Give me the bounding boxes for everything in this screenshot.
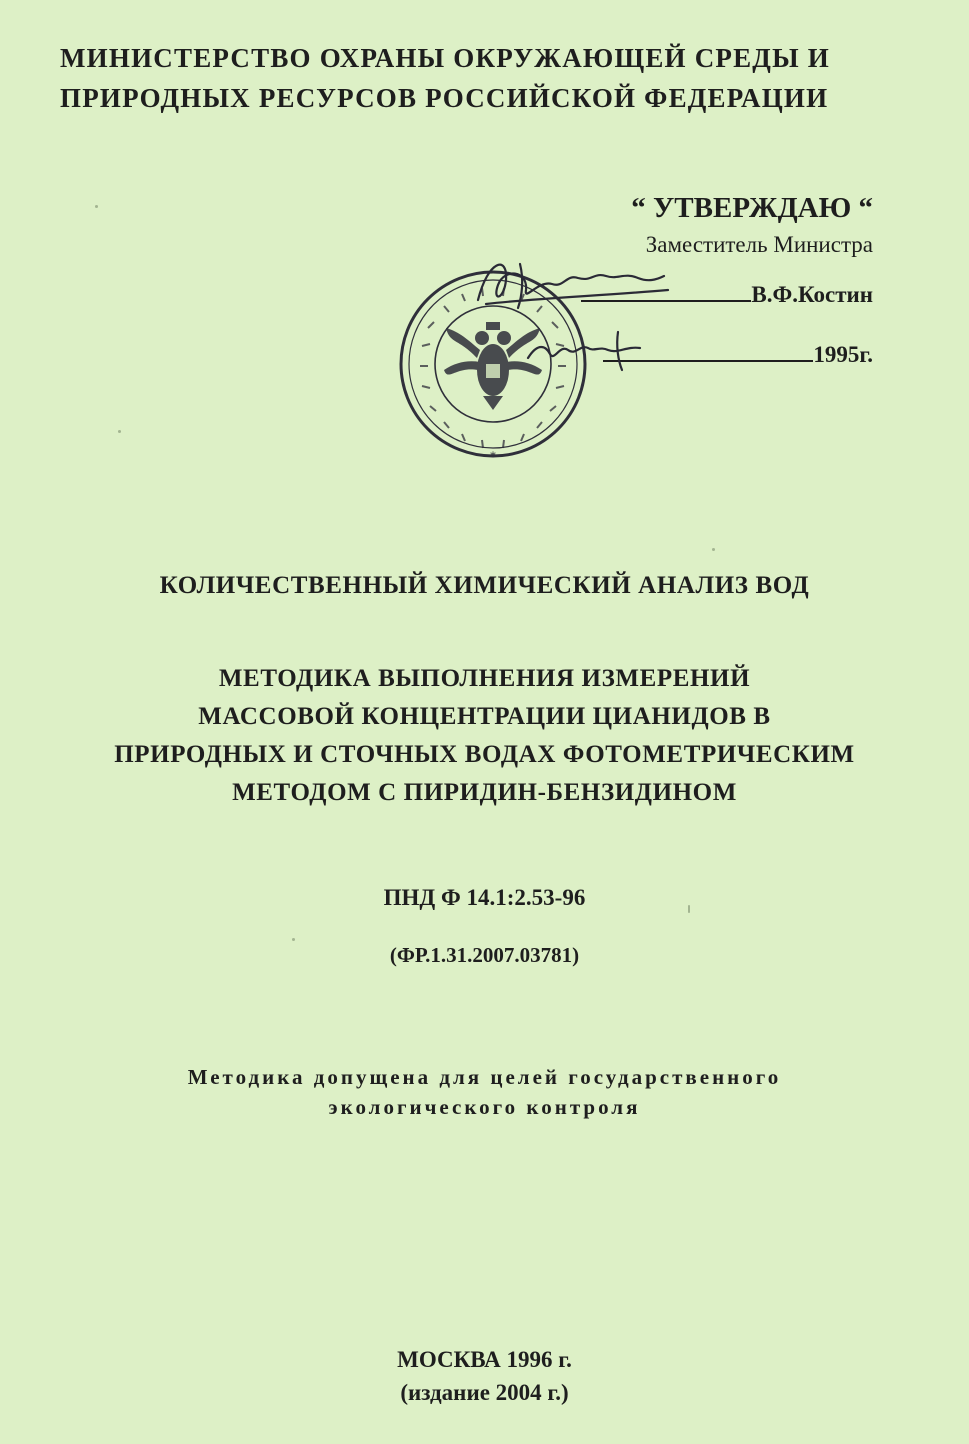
admission-note (0, 1062, 969, 1122)
approval-title: “ УТВЕРЖДАЮ “ (631, 192, 873, 224)
method-title-line-1: МЕТОДИКА ВЫПОЛНЕНИЯ ИЗМЕРЕНИЙ (218, 665, 751, 692)
document-type: КОЛИЧЕСТВЕННЫЙ ХИМИЧЕСКИЙ АНАЛИЗ ВОД (159, 572, 810, 599)
scan-speck (688, 905, 690, 913)
scan-speck (118, 430, 121, 433)
document-code: ПНД Ф 14.1:2.53-96 (383, 885, 586, 910)
signatory-name: В.Ф.Костин (751, 282, 873, 307)
ministry-line-1: МИНИСТЕРСТВО ОХРАНЫ ОКРУЖАЮЩЕЙ СРЕДЫ И (60, 43, 830, 73)
scan-speck (292, 938, 295, 941)
method-title-line-2: МАССОВОЙ КОНЦЕНТРАЦИИ ЦИАНИДОВ В (198, 703, 771, 730)
admission-line-2: экологического контроля (328, 1095, 641, 1119)
handwritten-signature (468, 250, 728, 390)
publication-place-year: МОСКВА 1996 г. (397, 1347, 572, 1372)
scan-speck (712, 548, 715, 551)
approval-year-suffix: г. (859, 342, 873, 367)
svg-text:*: * (489, 448, 497, 463)
admission-line-1: Методика допущена для целей государственного (187, 1065, 782, 1089)
method-title (0, 660, 969, 812)
ministry-header (60, 38, 830, 118)
approval-role: Заместитель Министра (645, 232, 873, 257)
approval-year: 1995 (813, 342, 860, 367)
registration-number: (ФР.1.31.2007.03781) (389, 943, 580, 967)
method-title-line-3: ПРИРОДНЫХ И СТОЧНЫХ ВОДАХ ФОТОМЕТРИЧЕСКИМ (114, 741, 855, 768)
edition-note: (издание 2004 г.) (400, 1380, 569, 1405)
scan-speck (95, 205, 98, 208)
ministry-line-2: ПРИРОДНЫХ РЕСУРСОВ РОССИЙСКОЙ ФЕДЕРАЦИИ (60, 83, 829, 113)
method-title-line-4: МЕТОДОМ С ПИРИДИН-БЕНЗИДИНОМ (232, 779, 737, 806)
